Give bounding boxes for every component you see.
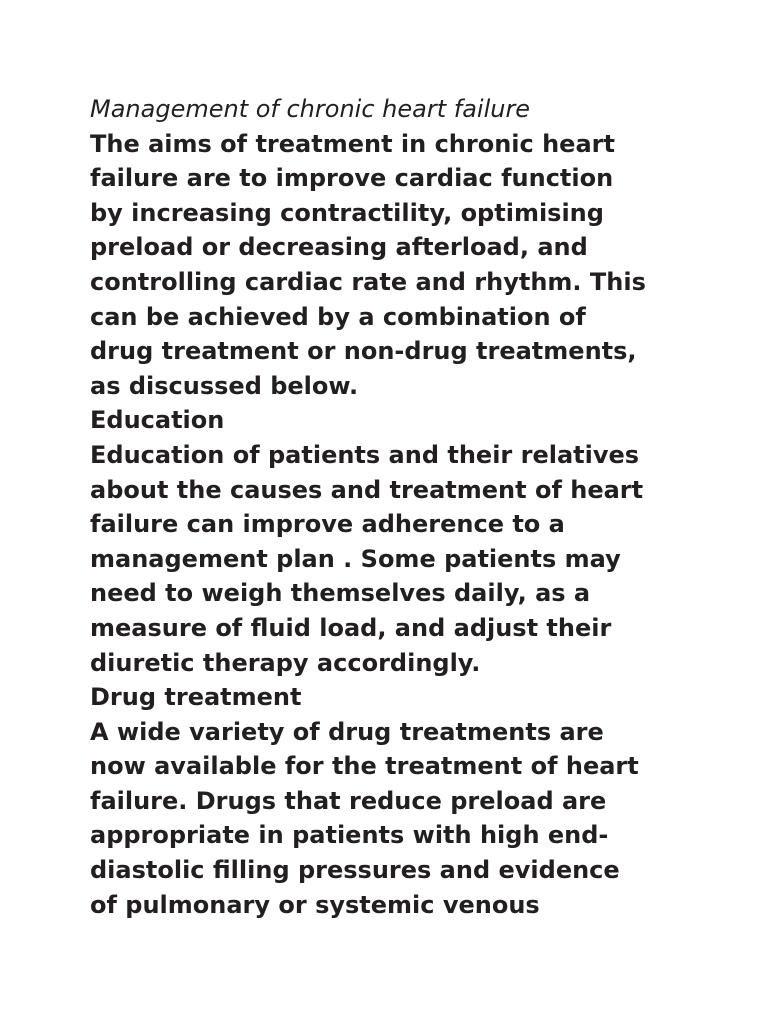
paragraph-line: can be achieved by a combination of [90, 302, 586, 331]
paragraph-line: management plan . Some patients may [90, 544, 621, 573]
paragraph-line: of pulmonary or systemic venous [90, 890, 540, 919]
paragraph-line: measure of fluid load, and adjust their [90, 613, 612, 642]
section-heading-education: Education [90, 406, 225, 435]
paragraph-line: controlling cardiac rate and rhythm. This [90, 267, 646, 296]
paragraph-line: diastolic filling pressures and evidence [90, 856, 620, 885]
paragraph-line: preload or decreasing afterload, and [90, 233, 588, 262]
paragraph-line: by increasing contractility, optimising [90, 198, 604, 227]
document-title: Management of chronic heart failure [90, 95, 531, 123]
paragraph-line: The aims of treatment in chronic heart [90, 129, 615, 158]
paragraph-line: failure are to improve cardiac function [90, 164, 614, 193]
paragraph-line: diuretic therapy accordingly. [90, 648, 481, 677]
paragraph-line: as discussed below. [90, 371, 359, 400]
intro-paragraph [90, 127, 690, 404]
paragraph-line: drug treatment or non-drug treatments, [90, 337, 637, 366]
document-page [90, 92, 690, 922]
paragraph-line: failure. Drugs that reduce preload are [90, 786, 607, 815]
paragraph-line: A wide variety of drug treatments are [90, 717, 604, 746]
paragraph-line: Education of patients and their relatives [90, 440, 640, 469]
paragraph-line: need to weigh themselves daily, as a [90, 579, 591, 608]
paragraph-line: now available for the treatment of heart [90, 752, 639, 781]
education-paragraph [90, 438, 690, 680]
paragraph-line: failure can improve adherence to a [90, 510, 565, 539]
drug-treatment-paragraph [90, 715, 690, 923]
paragraph-line: about the causes and treatment of heart [90, 475, 644, 504]
section-heading-drug-treatment: Drug treatment [90, 683, 302, 712]
paragraph-line: appropriate in patients with high end- [90, 821, 609, 850]
